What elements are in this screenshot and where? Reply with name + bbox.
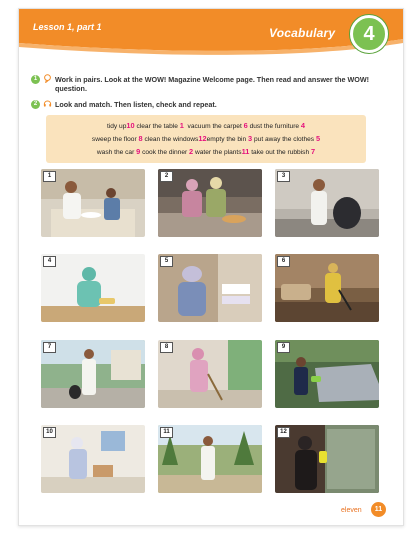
photo-4 bbox=[41, 254, 145, 322]
word-line-3 bbox=[46, 147, 366, 156]
photo-6 bbox=[275, 254, 379, 322]
page-number-word: eleven bbox=[341, 507, 362, 514]
word-phrase: tidy up bbox=[106, 123, 127, 130]
unit-number-badge: 4 bbox=[350, 15, 388, 53]
photo-sweep-floor-image bbox=[158, 340, 262, 408]
photo-number-label: 4 bbox=[43, 256, 56, 267]
word-phrase: dust the furniture bbox=[249, 123, 300, 130]
word-number: 10 bbox=[126, 121, 135, 130]
word-phrase: sweep the floor bbox=[91, 136, 137, 143]
photo-12 bbox=[275, 425, 379, 493]
photo-wash-car-image bbox=[275, 340, 379, 408]
word-number: 11 bbox=[241, 147, 250, 156]
photo-1 bbox=[41, 169, 145, 237]
photo-11 bbox=[158, 425, 262, 493]
word-number: 8 bbox=[138, 134, 143, 143]
word-number: 3 bbox=[248, 134, 253, 143]
photo-tidy-up-image bbox=[41, 425, 145, 493]
word-number: 7 bbox=[310, 147, 316, 156]
word-line-1 bbox=[46, 121, 366, 130]
activity-1 bbox=[31, 75, 391, 95]
textbook-page bbox=[18, 8, 404, 526]
photo-number-label: 11 bbox=[160, 427, 173, 438]
photo-water-plants-image bbox=[158, 425, 262, 493]
word-number: 2 bbox=[189, 147, 194, 156]
photo-8 bbox=[158, 340, 262, 408]
photo-number-label: 12 bbox=[277, 427, 290, 438]
photo-5 bbox=[158, 254, 262, 322]
photo-number-label: 2 bbox=[160, 171, 173, 182]
photo-number-label: 9 bbox=[277, 342, 290, 353]
word-line-2 bbox=[46, 134, 366, 143]
activity-number: 1 bbox=[31, 75, 40, 84]
word-number: 6 bbox=[243, 121, 248, 130]
header-banner bbox=[19, 9, 403, 61]
photo-take-out-rubbish-image bbox=[41, 340, 145, 408]
word-number: 4 bbox=[300, 121, 306, 130]
photo-put-away-clothes-image bbox=[158, 254, 262, 322]
lesson-title: Lesson 1, part 1 bbox=[33, 22, 102, 32]
photo-number-label: 7 bbox=[43, 342, 56, 353]
word-phrase: empty the bin bbox=[206, 136, 247, 143]
photo-number-label: 8 bbox=[160, 342, 173, 353]
photo-empty-bin-image bbox=[275, 169, 379, 237]
activity-instruction: Look and match. Then listen, check and repeat. bbox=[55, 100, 217, 109]
photo-clear-table-image bbox=[41, 169, 145, 237]
photo-3 bbox=[275, 169, 379, 237]
word-phrase: put away the clothes bbox=[253, 136, 315, 143]
word-phrase: wash the car bbox=[96, 149, 135, 156]
photo-9 bbox=[275, 340, 379, 408]
photo-cook-dinner-image bbox=[158, 169, 262, 237]
page-number-badge: 11 bbox=[371, 502, 386, 517]
activity-2 bbox=[31, 100, 391, 110]
activity-instruction: Work in pairs. Look at the WOW! Magazine Welcome page. Then read and answer the WOW! question. bbox=[55, 75, 370, 93]
word-number: 12 bbox=[198, 134, 207, 143]
photo-number-label: 10 bbox=[43, 427, 56, 438]
photo-7 bbox=[41, 340, 145, 408]
word-phrase: clear the table bbox=[136, 123, 178, 130]
word-phrase: water the plants bbox=[195, 149, 242, 156]
photo-vacuum-carpet-image bbox=[275, 254, 379, 322]
photo-number-label: 3 bbox=[277, 171, 290, 182]
section-title: Vocabulary bbox=[269, 26, 336, 40]
vocabulary-word-box bbox=[46, 115, 366, 163]
word-number: 5 bbox=[315, 134, 321, 143]
photo-dust-furniture-image bbox=[41, 254, 145, 322]
activity-number: 2 bbox=[31, 100, 40, 109]
word-number: 9 bbox=[136, 147, 141, 156]
photo-number-label: 1 bbox=[43, 171, 56, 182]
photo-number-label: 6 bbox=[277, 256, 290, 267]
word-phrase: clean the windows bbox=[144, 136, 199, 143]
photo-number-label: 5 bbox=[160, 256, 173, 267]
speaking-icon bbox=[43, 74, 52, 83]
photo-clean-windows-image bbox=[275, 425, 379, 493]
photo-10 bbox=[41, 425, 145, 493]
word-phrase: take out the rubbish bbox=[251, 149, 310, 156]
photo-2 bbox=[158, 169, 262, 237]
word-phrase: cook the dinner bbox=[142, 149, 188, 156]
word-number: 1 bbox=[179, 121, 184, 130]
word-phrase: vacuum the carpet bbox=[187, 123, 242, 130]
listening-icon bbox=[43, 99, 52, 108]
